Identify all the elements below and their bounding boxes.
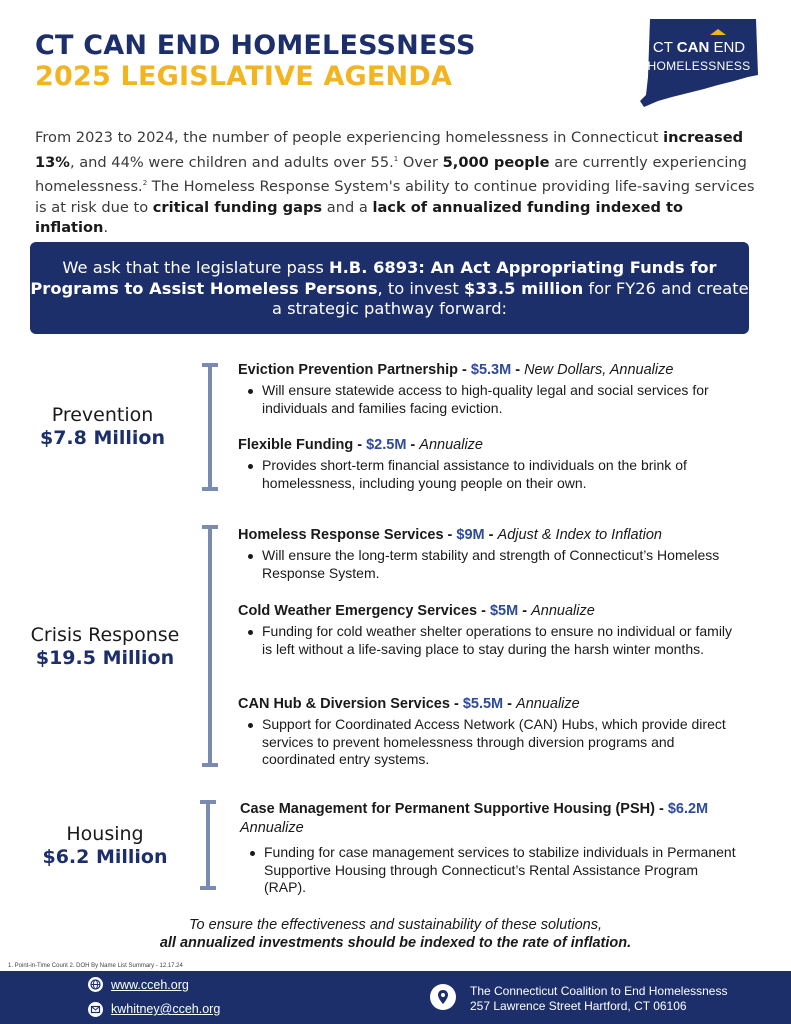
- closing-line2: all annualized investments should be indexed to the rate of inflation.: [159, 935, 632, 951]
- program-homeless-response: Homeless Response Services - $9M - Adjust & Index to Inflation Will ensure the long-term stability and strength of Connecticut’s Homeless Response System.: [238, 526, 738, 582]
- program-amount: $2.5M: [366, 437, 407, 453]
- category-name: Prevention: [51, 404, 154, 426]
- program-note: Annualize: [516, 696, 580, 712]
- program-amount: $5.5M: [462, 696, 504, 712]
- page-subtitle: 2025 LEGISLATIVE AGENDA: [35, 61, 453, 92]
- program-title: Flexible Funding: [238, 437, 354, 453]
- program-note: Annualize: [531, 603, 595, 619]
- closing-line1: To ensure the effectiveness and sustainability of these solutions,: [189, 917, 602, 933]
- category-prevention: [30, 404, 175, 449]
- category-amount: $6.2 Million: [42, 846, 168, 868]
- program-note: New Dollars, Annualize: [524, 362, 674, 378]
- email-link[interactable]: kwhitney@cceh.org: [111, 1002, 221, 1016]
- legislative-ask-banner: We ask that the legislature pass H.B. 6893: An Act Appropriating Funds for Programs to Assist Homeless Persons, to invest $33.5 million for FY26 and create a strategic pathway forward:: [30, 242, 749, 334]
- category-crisis-response: [20, 624, 190, 669]
- category-housing: [30, 823, 180, 868]
- website-link[interactable]: www.cceh.org: [111, 978, 189, 992]
- program-note: Adjust & Index to Inflation: [497, 527, 662, 543]
- location-pin-icon: [430, 984, 456, 1010]
- program-amount: $5.3M: [470, 362, 512, 378]
- program-title: Case Management for Permanent Supportive Housing (PSH): [240, 801, 655, 817]
- logo-line1: CT CAN END: [652, 39, 746, 56]
- program-title: Homeless Response Services: [238, 527, 444, 543]
- program-amount: $9M: [456, 527, 485, 543]
- program-case-management-psh: Case Management for Permanent Supportive Housing (PSH) - $6.2M Annualize Funding for case management services to stabilize individuals in Permanent Supportive Housing through Connecticut’s Rental Assistance Program (RAP).: [240, 800, 740, 897]
- program-eviction-prevention: Eviction Prevention Partnership - $5.3M - New Dollars, Annualize Will ensure statewide access to high-quality legal and social services for individuals and families facing eviction.: [238, 361, 738, 417]
- program-note: Annualize: [240, 820, 304, 836]
- org-name: The Connecticut Coalition to End Homelessness: [470, 984, 728, 998]
- mail-icon: [88, 1002, 103, 1017]
- logo-line2: HOMELESSNESS: [647, 59, 751, 73]
- program-bullet: Funding for cold weather shelter operations to ensure no individual or family is left without a life-saving place to stay during the harsh winter months.: [238, 623, 738, 658]
- program-can-hub: CAN Hub & Diversion Services - $5.5M - Annualize Support for Coordinated Access Network (CAN) Hubs, which provide direct services to prevent homelessness through diversion programs and coordinated entry systems.: [238, 695, 738, 769]
- bracket-crisis-response: [202, 525, 218, 767]
- program-title: Eviction Prevention Partnership: [238, 362, 458, 378]
- logo: [636, 17, 762, 109]
- program-bullet: Funding for case management services to stabilize individuals in Permanent Supportive Housing through Connecticut’s Rental Assistance Program (RAP).: [240, 844, 740, 897]
- org-address: 257 Lawrence Street Hartford, CT 06106: [470, 999, 687, 1013]
- program-bullet: Provides short-term financial assistance to individuals on the brink of homelessness, including young people on their own.: [238, 457, 738, 492]
- program-amount: $6.2M: [667, 801, 709, 817]
- category-amount: $19.5 Million: [35, 647, 175, 669]
- program-cold-weather: Cold Weather Emergency Services - $5M - Annualize Funding for cold weather shelter operations to ensure no individual or family is left without a life-saving place to stay during the harsh winter months.: [238, 602, 738, 658]
- program-title: CAN Hub & Diversion Services: [238, 696, 450, 712]
- globe-icon: [88, 977, 103, 992]
- program-note: Annualize: [419, 437, 483, 453]
- category-name: Housing: [66, 823, 144, 845]
- closing-statement: [0, 916, 791, 952]
- footnotes: 1. Point-in-Time Count 2. DOH By Name List Summary - 12.17.24: [8, 963, 183, 969]
- intro-paragraph: From 2023 to 2024, the number of people experiencing homelessness in Connecticut increased 13%, and 44% were children and adults over 55.$^1$ Over 5,000 people are currently experiencing homelessness.$^2$ The Homeless Response System's ability to continue providing life-saving services is at risk due to critical funding gaps and a lack of annualized funding indexed to inflation.: [35, 129, 755, 236]
- program-bullet: Will ensure statewide access to high-quality legal and social services for individuals and families facing eviction.: [238, 382, 738, 417]
- category-name: Crisis Response: [30, 624, 180, 646]
- bracket-housing: [200, 800, 216, 890]
- category-amount: $7.8 Million: [39, 427, 166, 449]
- program-flexible-funding: Flexible Funding - $2.5M - Annualize Provides short-term financial assistance to individuals on the brink of homelessness, including young people on their own.: [238, 436, 738, 492]
- bracket-prevention: [202, 363, 218, 491]
- page-title: CT CAN END HOMELESSNESS: [35, 30, 476, 61]
- program-title: Cold Weather Emergency Services: [238, 603, 478, 619]
- program-bullet: Support for Coordinated Access Network (CAN) Hubs, which provide direct services to prevent homelessness through diversion programs and coordinated entry systems.: [238, 716, 738, 769]
- program-bullet: Will ensure the long-term stability and strength of Connecticut’s Homeless Response System.: [238, 547, 738, 582]
- program-amount: $5M: [489, 603, 519, 619]
